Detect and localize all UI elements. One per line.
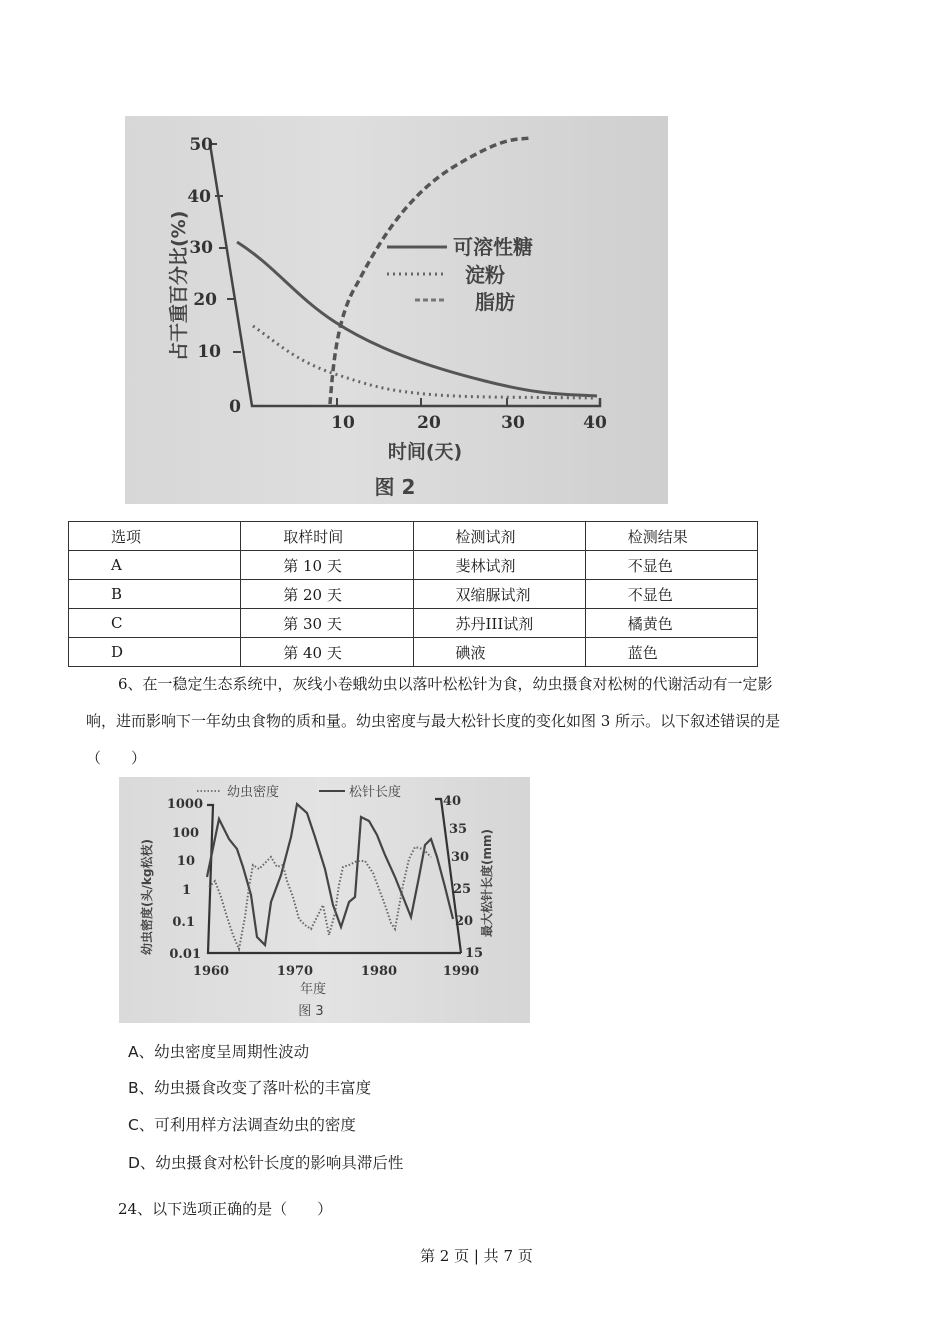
question-6-line-1: 6、在一稳定生态系统中，灰线小卷蛾幼虫以落叶松松针为食，幼虫摄食对松树的代谢活动有一定影 — [118, 675, 773, 693]
fig3-ytick-right: 20 — [455, 914, 474, 929]
fig2-xlabel: 时间(天) — [387, 441, 463, 463]
fig3-xtick: 1970 — [276, 964, 314, 979]
fig3-ytick-right: 40 — [443, 794, 462, 809]
table-cell: B — [69, 580, 241, 609]
fig3-xtick: 1980 — [360, 964, 398, 979]
question-24: 24、以下选项正确的是（ ） — [118, 1200, 333, 1218]
table-cell: 第 40 天 — [241, 638, 413, 667]
fig3-ylabel-right: 最大松针长度(mm) — [480, 829, 494, 937]
fig3-ytick-left: 100 — [171, 826, 199, 841]
fig2-xtick: 40 — [583, 413, 607, 433]
table-cell: 双缩脲试剂 — [413, 580, 585, 609]
table-header-cell: 取样时间 — [241, 522, 413, 551]
table-cell: A — [69, 551, 241, 580]
fig3-ytick-right: 25 — [453, 882, 472, 897]
experiment-options-table — [68, 521, 758, 667]
fig3-ytick-left: 0.01 — [169, 947, 201, 962]
option-a: A、幼虫密度呈周期性波动 — [128, 1043, 310, 1061]
figure-2-chart — [125, 116, 668, 504]
legend-starch: 淀粉 — [465, 263, 505, 287]
table-cell: 第 10 天 — [241, 551, 413, 580]
table-cell: 蓝色 — [585, 638, 757, 667]
legend-needle-length: 松针长度 — [349, 785, 402, 800]
table-cell: D — [69, 638, 241, 667]
fig2-xtick: 30 — [501, 413, 525, 433]
series-soluble-sugar — [237, 242, 597, 396]
fig3-ytick-left: 10 — [176, 854, 195, 869]
fig2-caption: 图 2 — [374, 475, 416, 499]
table-cell: 碘液 — [413, 638, 585, 667]
figure-3-chart — [119, 777, 530, 1023]
question-6-line-2: 响，进而影响下一年幼虫食物的质和量。幼虫密度与最大松针长度的变化如图 3 所示。以下叙述错误的是 — [86, 712, 781, 730]
option-b: B、幼虫摄食改变了落叶松的丰富度 — [128, 1079, 372, 1097]
fig2-ytick: 10 — [197, 342, 221, 362]
table-cell: C — [69, 609, 241, 638]
table-row — [69, 551, 758, 580]
table-header-cell: 选项 — [69, 522, 241, 551]
table-cell: 第 20 天 — [241, 580, 413, 609]
table-cell: 第 30 天 — [241, 609, 413, 638]
table-header-cell: 检测结果 — [585, 522, 757, 551]
fig2-ytick: 50 — [189, 135, 213, 155]
table-header-row — [69, 522, 758, 551]
fig2-xtick: 10 — [331, 413, 355, 433]
fig2-ytick: 30 — [189, 238, 213, 258]
fig3-ytick-right: 15 — [465, 946, 484, 961]
table-header-cell: 检测试剂 — [413, 522, 585, 551]
fig2-xtick: 20 — [417, 413, 441, 433]
legend-fat: 脂肪 — [475, 290, 515, 314]
fig2-ytick: 40 — [187, 187, 211, 207]
option-c: C、可利用样方法调查幼虫的密度 — [128, 1116, 356, 1134]
table-row — [69, 609, 758, 638]
option-d: D、幼虫摄食对松针长度的影响具滞后性 — [128, 1154, 404, 1172]
table-cell: 不显色 — [585, 551, 757, 580]
fig3-ytick-left: 1 — [181, 883, 191, 898]
fig3-caption: 图 3 — [298, 1004, 324, 1019]
table-cell: 橘黄色 — [585, 609, 757, 638]
fig3-ylabel-left: 幼虫密度(头/kg松枝) — [140, 839, 154, 955]
fig2-ytick: 0 — [229, 397, 241, 417]
table-row — [69, 580, 758, 609]
fig3-ytick-left: 1000 — [166, 797, 203, 812]
fig2-ylabel: 占干重百分比(%) — [168, 210, 190, 361]
fig2-ytick: 20 — [193, 290, 217, 310]
table-cell: 不显色 — [585, 580, 757, 609]
fig3-ytick-right: 35 — [449, 822, 468, 837]
page-footer: 第 2 页 | 共 7 页 — [420, 1247, 533, 1265]
fig3-xlabel: 年度 — [299, 982, 327, 997]
fig3-xtick: 1960 — [192, 964, 230, 979]
table-row — [69, 638, 758, 667]
table-cell: 苏丹III试剂 — [413, 609, 585, 638]
fig3-ytick-left: 0.1 — [172, 915, 195, 930]
legend-soluble-sugar: 可溶性糖 — [453, 235, 533, 259]
legend-larva-density: 幼虫密度 — [227, 785, 280, 800]
table-cell: 斐林试剂 — [413, 551, 585, 580]
question-6-answer-blank: （ ） — [86, 749, 147, 767]
fig3-xtick: 1990 — [442, 964, 480, 979]
fig3-ytick-right: 30 — [451, 850, 470, 865]
